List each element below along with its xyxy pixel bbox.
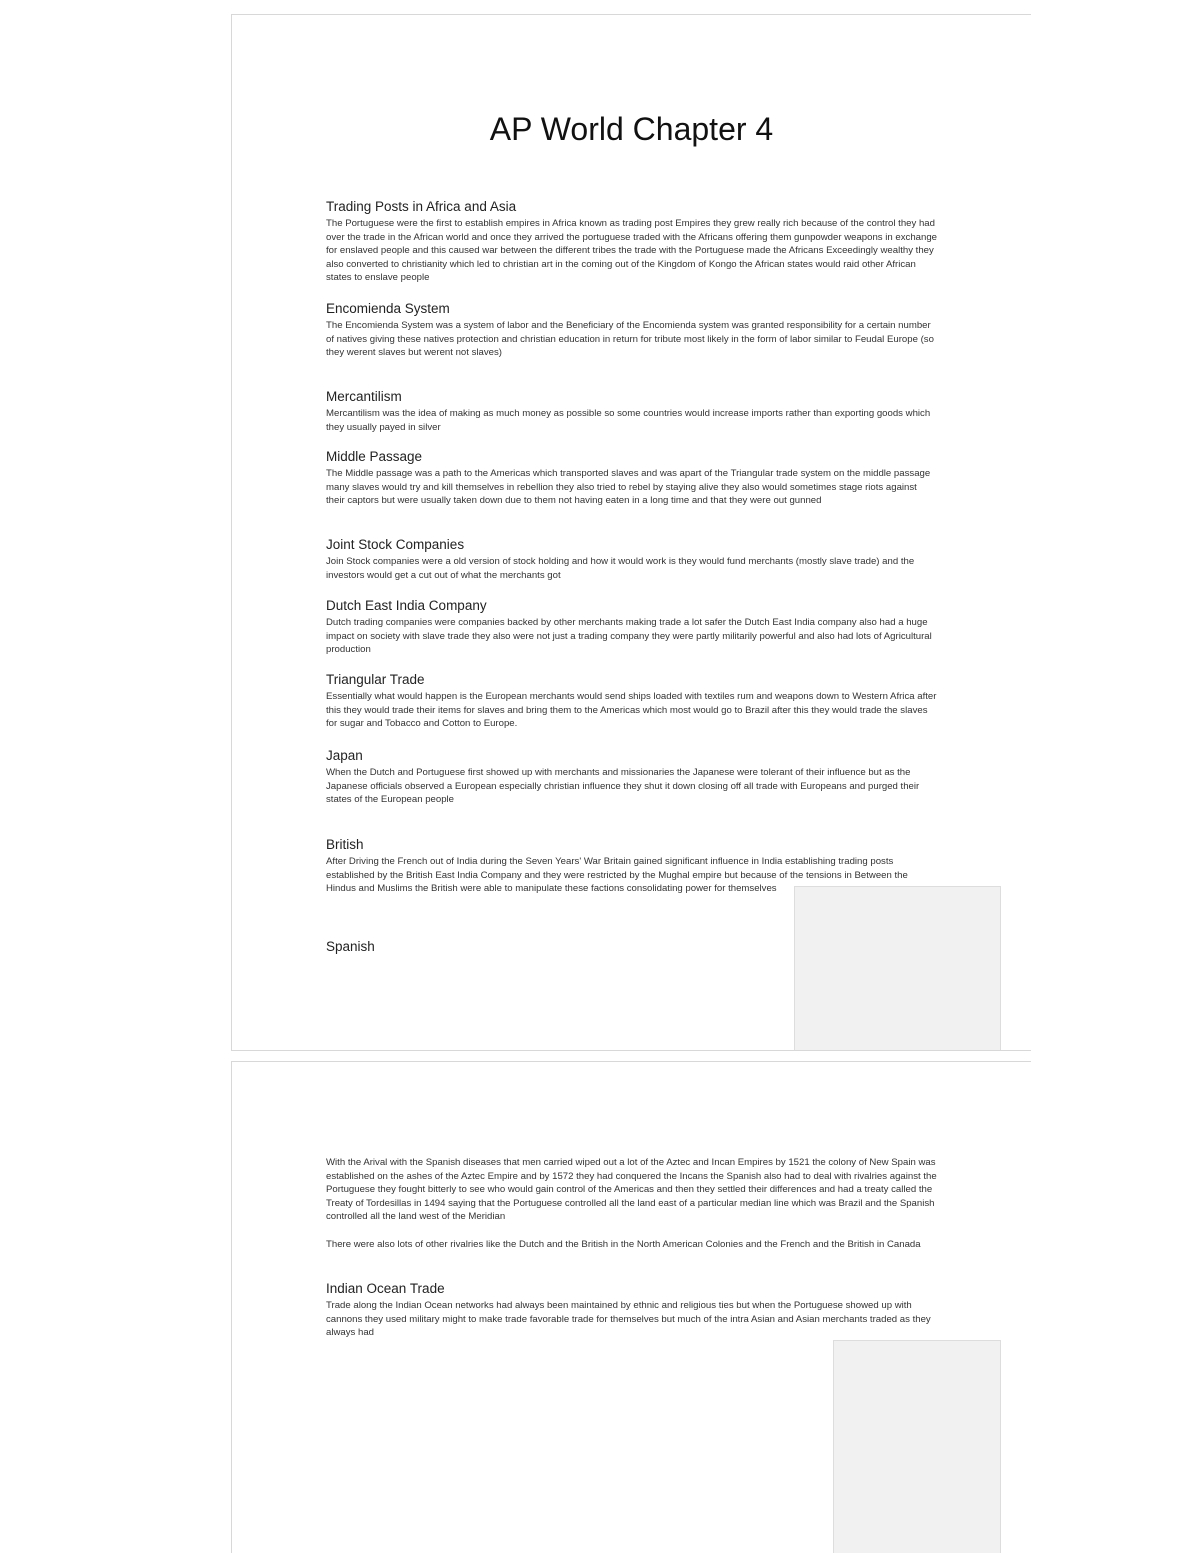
section-heading: British bbox=[326, 837, 364, 852]
section-body: After Driving the French out of India during the Seven Years' War Britain gained significant influence in India establishing trading posts established by the British East India Company and they were restricted by the Mughal empire but because of the tensions in Between the Hindus and Muslims the British were able to manipulate these factions consolidating power for themselves bbox=[326, 856, 908, 895]
section-body: Trade along the Indian Ocean networks had always been maintained by ethnic and religious ties but when the Portuguese showed up with cannons they used military might to make trade favorable trade for themselves but much of the intra Asian and Asian merchants traded as they always had bbox=[326, 1300, 931, 1339]
section-body: With the Arival with the Spanish diseases that men carried wiped out a lot of the Aztec and Incan Empires by 1521 the colony of New Spain was established on the ashes of the Aztec Empire and by 1572 they had conquered the Incans the Spanish also had to deal with rivalries against the Portuguese they fought bitterly to see who would gain control of the Americas and then they settled their differences and had a treaty called the Treaty of Tordesillas in 1494 saying that the Portuguese controlled all the land east of a particular median line which was Brazil and the Spanish controlled all the land west of the Meridian bbox=[326, 1157, 937, 1223]
section-indian-ocean-trade bbox=[326, 1281, 938, 1340]
section-heading: Middle Passage bbox=[326, 449, 423, 464]
image-placeholder bbox=[833, 1340, 1001, 1553]
section-heading: Trading Posts in Africa and Asia bbox=[326, 199, 517, 214]
image-placeholder bbox=[794, 886, 1001, 1051]
section-encomienda bbox=[326, 301, 938, 360]
section-body: Dutch trading companies were companies backed by other merchants making trade a lot safer the Dutch East India company also had a huge impact on society with slave trade they also were not just a trading company they were partly militarily powerful and also had lots of Agricultural production bbox=[326, 617, 932, 656]
document-page-1 bbox=[231, 14, 1031, 1051]
section-heading: Dutch East India Company bbox=[326, 598, 487, 613]
section-middle-passage bbox=[326, 449, 938, 508]
section-heading: Mercantilism bbox=[326, 389, 402, 404]
section-triangular-trade bbox=[326, 672, 938, 731]
section-body: The Middle passage was a path to the Americas which transported slaves and was apart of the Triangular trade system on the middle passage many slaves would try and kill themselves in rebellion they also tried to rebel by staying alive they also would sometimes stage riots against their captors but were usually taken down due to them not having eaten in a long time and that they were out gunned bbox=[326, 468, 931, 507]
section-heading: Indian Ocean Trade bbox=[326, 1281, 445, 1296]
section-body: When the Dutch and Portuguese first showed up with merchants and missionaries the Japanese were tolerant of their influence but as the Japanese officials observed a European especially christian influence they shut it down closing off all trade with Europeans and purged their states of the European people bbox=[326, 767, 920, 806]
section-body: Mercantilism was the idea of making as much money as possible so some countries would increase imports rather than exporting goods which they usually payed in silver bbox=[326, 408, 931, 433]
section-body: Join Stock companies were a old version of stock holding and how it would work is they would fund merchants (mostly slave trade) and the investors would get a cut out of what the merchants got bbox=[326, 556, 915, 581]
section-body: There were also lots of other rivalries like the Dutch and the British in the North American Colonies and the French and the British in Canada bbox=[326, 1238, 921, 1250]
section-heading: Triangular Trade bbox=[326, 672, 425, 687]
section-heading: Joint Stock Companies bbox=[326, 537, 465, 552]
section-dutch-east-india bbox=[326, 598, 938, 657]
section-spanish-continued bbox=[326, 1156, 938, 1252]
document-page-2 bbox=[231, 1061, 1031, 1553]
section-body: Essentially what would happen is the European merchants would send ships loaded with textiles rum and weapons down to Western Africa after this they would trade their items for slaves and bring them to the Americas which most would go to Brazil after this they would trade the slaves for sugar and Tobacco and Cotton to Europe. bbox=[326, 691, 937, 730]
section-heading: Encomienda System bbox=[326, 301, 450, 316]
section-joint-stock bbox=[326, 537, 938, 582]
section-body: The Encomienda System was a system of labor and the Beneficiary of the Encomienda system was granted responsibility for a certain number of natives giving these natives protection and christian education in return for tribute most likely in the form of labor similar to Feudal Europe (so they werent slaves but werent not slaves) bbox=[326, 320, 934, 359]
section-mercantilism bbox=[326, 389, 938, 434]
section-japan bbox=[326, 748, 938, 807]
section-heading: Japan bbox=[326, 748, 363, 763]
section-body: The Portuguese were the first to establish empires in Africa known as trading post Empires they grew really rich because of the control they had over the trade in the African world and once they arrived the portuguese traded with the Africans offering them gunpowder weapons in exchange for enslaved people and this caused war between the different tribes the trade with the Portuguese made the Africans Exceedingly wealthy they also converted to christianity which led to christian art in the coming out of the Kingdom of Kongo the African states would raid other African states to enslave people bbox=[326, 218, 938, 284]
section-heading: Spanish bbox=[326, 939, 375, 954]
section-trading-posts bbox=[326, 199, 938, 285]
document-title: AP World Chapter 4 bbox=[489, 111, 774, 147]
